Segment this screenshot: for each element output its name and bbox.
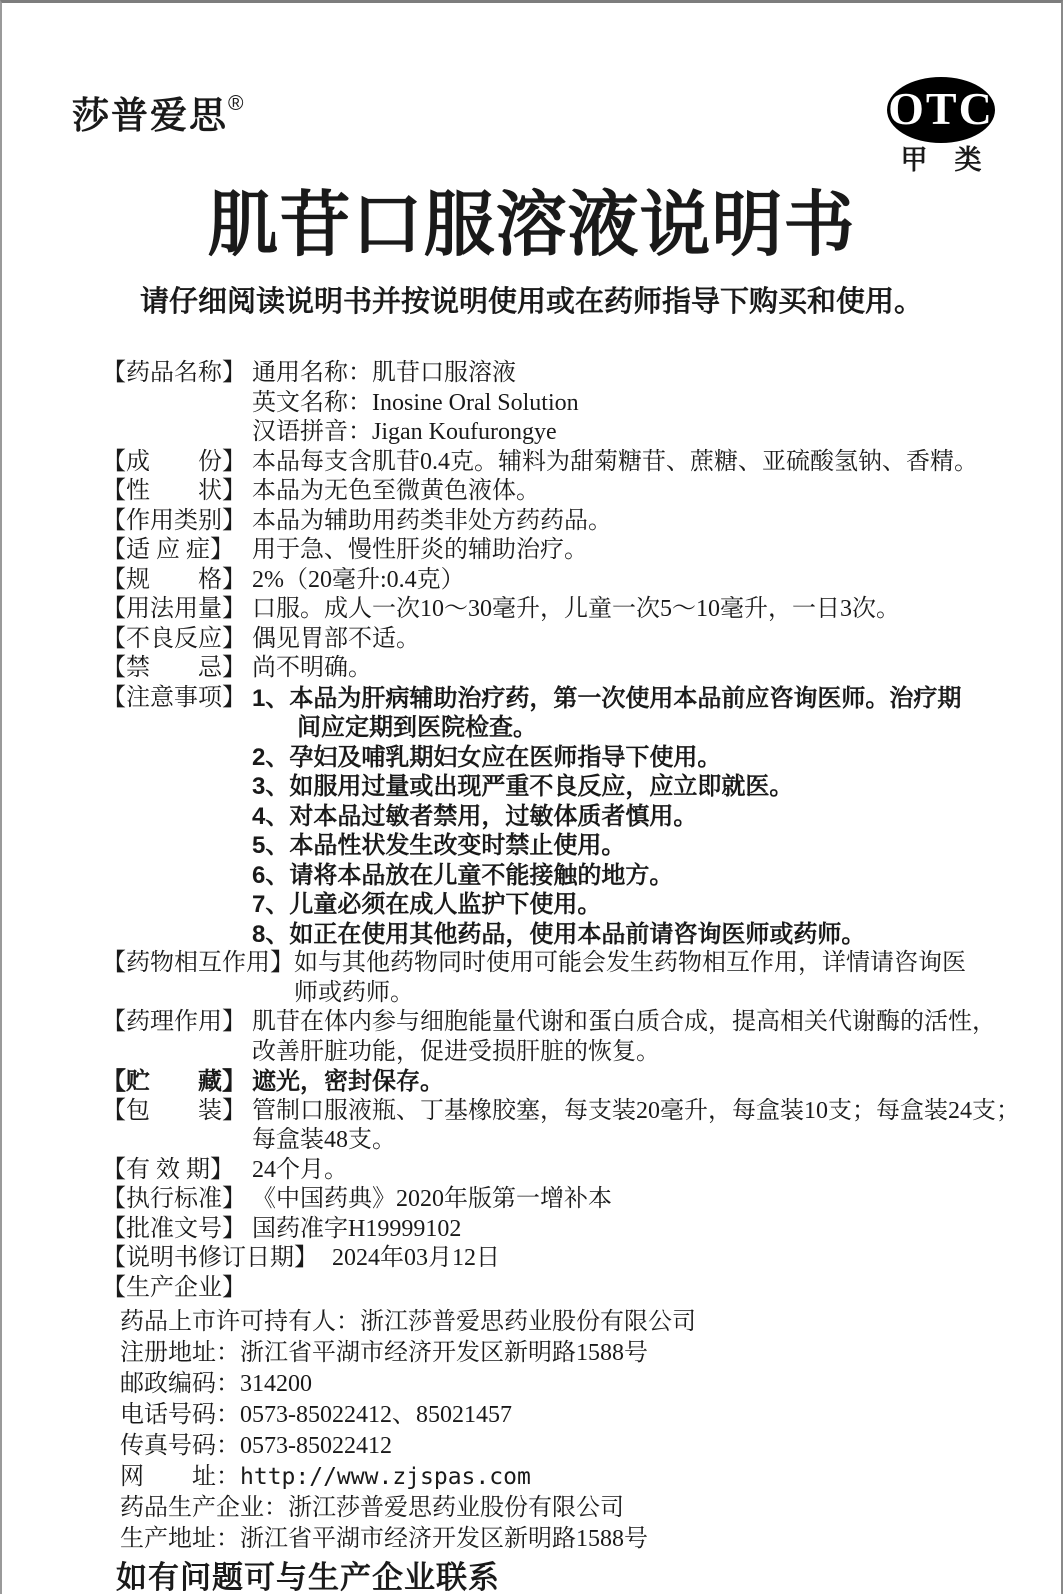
text-line: 24个月。 xyxy=(252,1156,348,1183)
section-row xyxy=(102,1244,1025,1274)
section-content xyxy=(252,536,1025,566)
text-line: 用于急、慢性肝炎的辅助治疗。 xyxy=(252,537,588,563)
section-row xyxy=(102,1008,1025,1067)
section-content xyxy=(252,1215,1025,1245)
section-label: 【说明书修订日期】 xyxy=(102,1245,318,1271)
registered-trademark-icon: ® xyxy=(228,92,244,115)
brand-name xyxy=(72,93,243,134)
text-line: 英文名称：Inosine Oral Solution xyxy=(252,389,579,416)
website-label: 网 址： xyxy=(120,1464,240,1490)
section-row xyxy=(102,1185,1025,1215)
section-content xyxy=(252,1008,1025,1067)
section-row xyxy=(102,566,1025,596)
section-label: 【贮 藏】 xyxy=(102,1068,246,1095)
manufacturer-line: 电话号码：0573-85022412、85021457 xyxy=(120,1402,512,1428)
section-label: 【成 份】 xyxy=(102,448,246,475)
section-row xyxy=(102,536,1025,566)
section-label: 【注意事项】 xyxy=(102,684,246,711)
text-line: 尚不明确。 xyxy=(252,655,372,681)
section-row xyxy=(102,949,1025,1008)
manufacturer-line: 药品上市许可持有人：浙江莎普爱思药业股份有限公司 xyxy=(120,1309,696,1335)
section-row xyxy=(102,477,1025,507)
note-item-line: 间应定期到医院检查。 xyxy=(297,714,537,741)
section-row xyxy=(102,625,1025,655)
section-label: 【包 装】 xyxy=(102,1097,246,1124)
note-item-line: 6、请将本品放在儿童不能接触的地方。 xyxy=(252,861,674,889)
text-line: 《中国药典》2020年版第一增补本 xyxy=(252,1186,612,1212)
text-line: 通用名称：肌苷口服溶液 xyxy=(252,360,516,386)
section-content xyxy=(252,507,1025,537)
note-item-line: 2、孕妇及哺乳期妇女应在医师指导下使用。 xyxy=(252,743,722,771)
section-row xyxy=(102,1215,1025,1245)
section-content xyxy=(294,949,1025,1008)
section-row xyxy=(102,654,1025,684)
text-line: 偶见胃部不适。 xyxy=(252,625,420,652)
website-line xyxy=(120,1462,1025,1493)
note-item-line: 4、对本品过敏者禁用，过敏体质者慎用。 xyxy=(252,802,698,830)
section-content xyxy=(252,684,1025,950)
section-content xyxy=(252,1185,1025,1215)
section-label: 【用法用量】 xyxy=(102,596,246,622)
website-url: http://www.zjspas.com xyxy=(240,1464,531,1490)
note-item-line: 3、如服用过量或出现严重不良反应，应立即就医。 xyxy=(252,773,794,800)
section-label: 【药理作用】 xyxy=(102,1009,246,1035)
section-row xyxy=(102,359,1025,448)
sections xyxy=(102,359,1025,1303)
section-row xyxy=(102,1067,1025,1097)
section-content xyxy=(252,1097,1025,1156)
section-row xyxy=(102,1097,1025,1156)
text-line: 本品为无色至微黄色液体。 xyxy=(252,478,540,504)
page-subtitle: 请仔细阅读说明书并按说明使用或在药师指导下购买和使用。 xyxy=(139,286,923,318)
section-label: 【适 应 症】 xyxy=(102,537,234,563)
text-line: 管制口服液瓶、丁基橡胶塞，每支装20毫升，每盒装10支；每盒装24支； xyxy=(252,1097,1020,1124)
section-content xyxy=(252,595,1025,625)
section-content xyxy=(252,1067,1025,1097)
section-row xyxy=(102,1274,1025,1304)
section-label: 【性 状】 xyxy=(102,478,246,504)
section-label: 【规 格】 xyxy=(102,566,246,593)
text-line: 本品每支含肌苷0.4克。辅料为甜菊糖苷、蔗糖、亚硫酸氢钠、香精。 xyxy=(252,448,978,475)
footer-note: 如有问题可与生产企业联系 xyxy=(116,1560,500,1594)
section-content xyxy=(252,448,1025,478)
text-line: 2024年03月12日 xyxy=(332,1245,500,1271)
text-line: 改善肝脏功能，促进受损肝脏的恢复。 xyxy=(252,1038,660,1065)
page-title: 肌苷口服溶液说明书 xyxy=(207,186,856,265)
otc-class-label: 甲 类 xyxy=(900,145,982,175)
text-line: 口服。成人一次10～30毫升，儿童一次5～10毫升，一日3次。 xyxy=(252,596,900,622)
section-content xyxy=(252,477,1025,507)
section-label: 【禁 忌】 xyxy=(102,655,246,681)
note-item-line: 5、本品性状发生改变时禁止使用。 xyxy=(252,832,626,859)
section-label: 【药品名称】 xyxy=(102,360,246,386)
section-content xyxy=(318,1244,1025,1274)
section-row xyxy=(102,684,1025,950)
text-line: 遮光，密封保存。 xyxy=(252,1068,444,1095)
text-line: 肌苷在体内参与细胞能量代谢和蛋白质合成，提高相关代谢酶的活性， xyxy=(252,1009,996,1035)
note-item-line: 7、儿童必须在成人监护下使用。 xyxy=(252,891,602,918)
section-label: 【有 效 期】 xyxy=(102,1156,234,1183)
otc-mark xyxy=(887,77,995,176)
section-content xyxy=(252,359,1025,448)
section-content xyxy=(252,1156,1025,1186)
note-item-line: 8、如正在使用其他药品，使用本品前请咨询医师或药师。 xyxy=(252,920,866,948)
section-row xyxy=(102,507,1025,537)
section-label: 【执行标准】 xyxy=(102,1186,246,1212)
text-line: 国药准字H19999102 xyxy=(252,1215,462,1242)
text-line: 每盒装48支。 xyxy=(252,1127,396,1153)
section-content xyxy=(252,625,1025,655)
note-item-line: 1、本品为肝病辅助治疗药，第一次使用本品前应咨询医师。治疗期 xyxy=(252,684,962,712)
section-content xyxy=(252,654,1025,684)
text-line: 本品为辅助用药类非处方药药品。 xyxy=(252,507,612,534)
section-row xyxy=(102,1156,1025,1186)
text-line: 汉语拼音：Jigan Koufurongye xyxy=(252,419,557,445)
section-row xyxy=(102,595,1025,625)
section-content xyxy=(252,566,1025,596)
text-line: 如与其他药物同时使用可能会发生药物相互作用，详情请咨询医 xyxy=(294,950,966,976)
manufacturer-line: 药品生产企业：浙江莎普爱思药业股份有限公司 xyxy=(120,1495,624,1521)
brand-text: 莎普爱思 xyxy=(72,95,228,136)
otc-badge: OTC xyxy=(887,77,995,143)
section-row xyxy=(102,448,1025,478)
manufacturer-line: 传真号码：0573-85022412 xyxy=(120,1433,392,1459)
text-line: 2%（20毫升:0.4克） xyxy=(252,566,465,593)
manufacturer-block xyxy=(120,1307,1025,1555)
manufacturer-line: 邮政编码：314200 xyxy=(120,1371,312,1397)
section-label: 【药物相互作用】 xyxy=(102,950,294,976)
section-label: 【批准文号】 xyxy=(102,1215,246,1242)
text-line: 师或药师。 xyxy=(294,979,414,1006)
manufacturer-line: 生产地址：浙江省平湖市经济开发区新明路1588号 xyxy=(120,1526,648,1552)
section-label: 【作用类别】 xyxy=(102,507,246,534)
section-label: 【不良反应】 xyxy=(102,625,246,652)
section-label: 【生产企业】 xyxy=(102,1274,246,1301)
manufacturer-line: 注册地址：浙江省平湖市经济开发区新明路1588号 xyxy=(120,1340,648,1366)
